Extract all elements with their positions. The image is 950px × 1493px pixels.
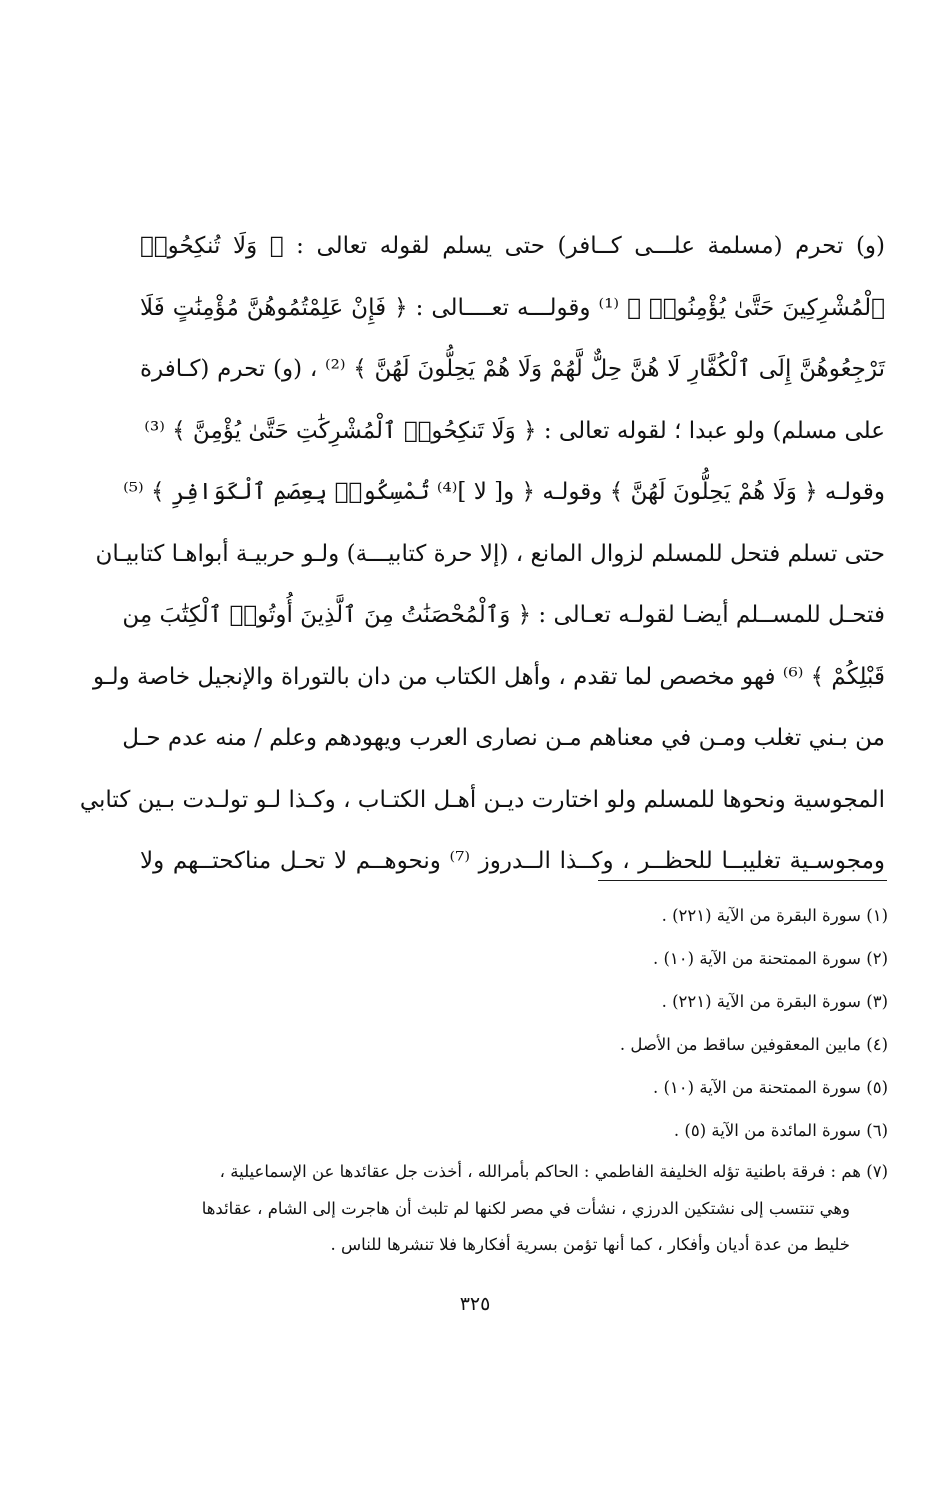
footnote-2: (٢) سورة الممتحنة من الآية (١٠) . bbox=[652, 949, 888, 968]
footnote-4: (٤) مابين المعقوفين ساقط من الأصل . bbox=[619, 1035, 888, 1054]
footnote-7-continued: وهي تنتسب إلى نشتكين الدرزي ، نشأت في مصر لكنها لم تلبث أن هاجرت إلى الشام ، عقائدها bbox=[201, 1199, 850, 1218]
text-line: (و) تحرم (مسلمة علـــى كــافر) حتى يسلم لقوله تعالى : ﴿ وَلَا تُنكِحُوا۟ bbox=[140, 233, 885, 259]
text-line: حتى تسلم فتحل للمسلم لزوال المانع ، (إلا حرة كتابيـــة) ولـو حربيـة أبواهـا كتابيـان bbox=[95, 540, 885, 567]
text-line: وقولـه ﴿ وَلَا هُمْ يَحِلُّونَ لَهُنَّ ﴾ وقولـه ﴿ و[ لا ]⁽⁴⁾ تُمْسِكُوا۟ بِعِصَمِ ٱلْكَوَافِرِ ﴾ ⁽⁵⁾ bbox=[123, 479, 885, 505]
footnote-separator bbox=[598, 880, 887, 881]
footnote-7: (٧) هم : فرقة باطنية تؤله الخليفة الفاطمي : الحاكم بأمرالله ، أخذت جل عقائدها عن الإسماعيلية ، bbox=[219, 1162, 888, 1181]
footnote-7-continued: خليط من عدة أديان وأفكار ، كما أنها تؤمن بسرية أفكارها فلا تنشرها للناس . bbox=[330, 1235, 850, 1254]
text-line: قَبْلِكُمْ ﴾ ⁽⁶⁾ فهو مخصص لما تقدم ، وأهل الكتاب من دان بالتوراة والإنجيل خاصة ولـو bbox=[92, 663, 885, 690]
text-line: المجوسية ونحوها للمسلم ولو اختارت ديـن أهـل الكتـاب ، وكـذا لـو تولـدت بـين كتابي bbox=[79, 786, 885, 813]
text-line: ومجوسـية تغليبــا للحظــر ، وكــذا الــدروز ⁽⁷⁾ ونحوهــم لا تحـل مناكحتــهم ولا bbox=[140, 848, 885, 874]
footnote-3: (٣) سورة البقرة من الآية (٢٢١) . bbox=[661, 992, 888, 1011]
text-line: تَرْجِعُوهُنَّ إِلَى ٱلْكُفَّارِ لَا هُنَّ حِلٌّ لَّهُمْ وَلَا هُمْ يَحِلُّونَ لَهُنَّ ﴾ ⁽²⁾ ، (و) تحرم (كـافرة bbox=[140, 356, 885, 382]
text-line: ٱلْمُشْرِكِينَ حَتَّىٰ يُؤْمِنُوا۟ ﴾ ⁽¹⁾ وقولـــه تعــــالى : ﴿ فَإِنْ عَلِمْتُمُوهُنَّ مُؤْمِنَٰتٍ فَلَا bbox=[140, 294, 885, 321]
text-line: على مسلم) ولو عبدا ؛ لقوله تعالى : ﴿ وَلَا تَنكِحُوا۟ ٱلْمُشْرِكَٰتِ حَتَّىٰ يُؤْمِنَّ ﴾ ⁽³⁾ bbox=[144, 417, 885, 444]
footnote-5: (٥) سورة الممتحنة من الآية (١٠) . bbox=[652, 1078, 888, 1097]
page-number: ٣٢٥ bbox=[459, 1293, 491, 1315]
footnote-6: (٦) سورة المائدة من الآية (٥) . bbox=[673, 1121, 888, 1140]
text-line: من بـني تغلب ومـن في معناهم مـن نصارى العرب ويهودهم وعلم / منه عدم حـل bbox=[122, 725, 885, 751]
main-text bbox=[79, 216, 885, 893]
text-line: فتحـل للمســلم أيضـا لقولـه تعـالى : ﴿ وَٱلْمُحْصَنَٰتُ مِنَ ٱلَّذِينَ أُوتُوا۟ ٱلْكِتَٰبَ مِن bbox=[122, 602, 885, 628]
footnotes bbox=[118, 894, 888, 1263]
footnote-1: (١) سورة البقرة من الآية (٢٢١) . bbox=[661, 906, 888, 925]
